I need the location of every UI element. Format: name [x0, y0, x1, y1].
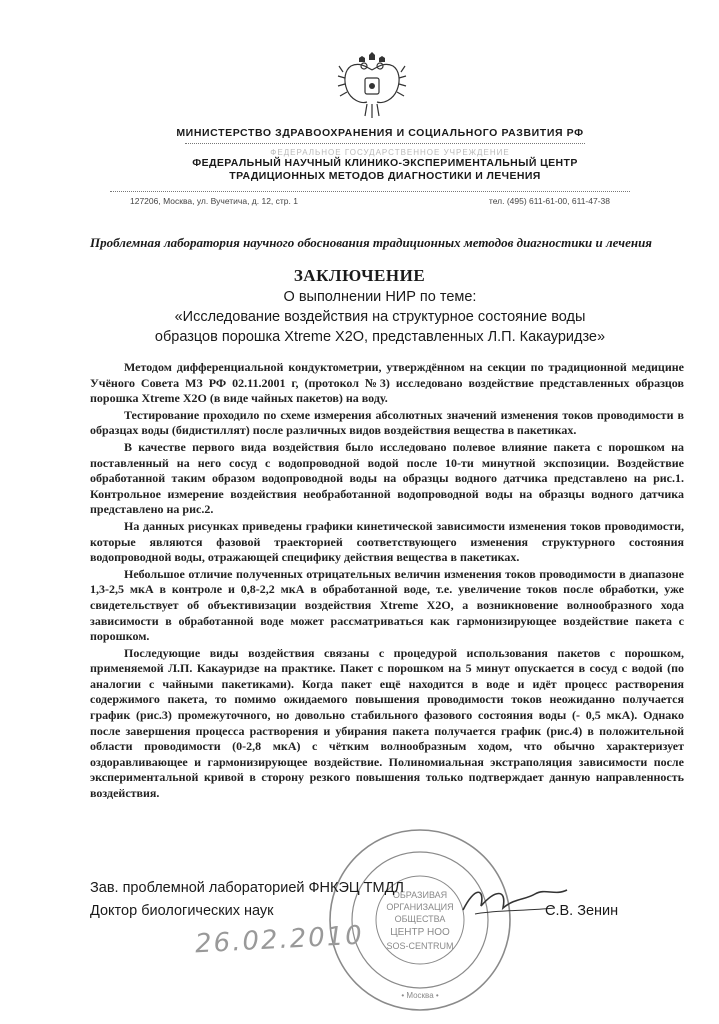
- postal-address: 127206, Москва, ул. Вучетича, д. 12, стр. 1: [130, 196, 298, 206]
- center-name-line2: ТРАДИЦИОННЫХ МЕТОДОВ ДИАГНОСТИКИ И ЛЕЧЕНИЯ: [229, 170, 541, 182]
- subtitle-line1: О выполнении НИР по теме:: [283, 289, 477, 305]
- document-subtitle: [100, 287, 660, 347]
- stamp-text-1: ОБРАЗИВАЯ: [392, 890, 448, 900]
- phone-numbers: тел. (495) 611-61-00, 611-47-38: [488, 196, 610, 206]
- center-name: [150, 157, 620, 183]
- handwritten-date: 26.02.2010: [194, 920, 365, 960]
- paragraph: Небольшое отличие полученных отрицательных величин изменения токов проводимости в диапазоне 1,3-2,5 мкА в контроле и 0,8-2,2 мкА в обработанной воде, т.е. увеличение токов после обработки, уже свидетельствует об объективизации воздействия Xtreme X2O, а возникновение волнообразного хода зависимости в обработанной воде может рассматриваться как гармонизирующее воздействие пакета с порошком.: [90, 566, 684, 644]
- paragraph: В качестве первого вида воздействия было исследовано полевое влияние пакета с порошком на поставленный на него сосуд с водопроводной водой после 10-ти минутной экспозиции. Воздействие обработанной таким образом водопроводной воды на образцы водного датчика представлено на рис.1. Контрольное измерение воздействия необработанной водопроводной воды на образцы водного датчика представлено на рис.2.: [90, 439, 684, 517]
- signatory-name: С.В. Зенин: [545, 903, 619, 919]
- stamp-text-5: SOS-CENTRUM: [386, 941, 454, 951]
- stamp-text-2: ОРГАНИЗАЦИЯ: [386, 902, 454, 912]
- center-name-line1: ФЕДЕРАЛЬНЫЙ НАУЧНЫЙ КЛИНИКО-ЭКСПЕРИМЕНТАЛЬНЫЙ ЦЕНТР: [192, 157, 578, 169]
- signatory-degree: Доктор биологических наук: [90, 903, 274, 919]
- address-line: [110, 196, 630, 206]
- document-title: ЗАКЛЮЧЕНИЕ: [293, 266, 426, 285]
- header-divider: [185, 143, 585, 144]
- stamp-city: • Москва •: [401, 991, 439, 1000]
- stamp-text-3: ОБЩЕСТВА: [394, 914, 446, 924]
- subtitle-line3: образцов порошка Xtreme X2O, представленных Л.П. Какауридзе»: [154, 329, 606, 345]
- russian-coat-of-arms-emblem: [337, 52, 407, 124]
- paragraph: Тестирование проходило по схеме измерения абсолютных значений изменения токов проводимости в образцах воды (бидистиллят) после различных видов воздействия вещества в пакетиках.: [90, 407, 684, 438]
- document-body: [90, 360, 684, 803]
- paragraph: Последующие виды воздействия связаны с процедурой использования пакетов с порошком, применяемой Л.П. Какауридзе на практике. Пакет с порошком на 5 минут опускается в сосуд с водой (по аналогии с чайными пакетиками). Когда пакет ещё находится в воде и идёт процесс растворения содержимого пакета, то помимо ожидаемого повышения проводимости токов неожиданно получается график (рис.3) промежуточного, но довольно стабильного фазового состояния воды (- 0,5 мкА). Однако после завершения процесса растворения и убирания пакета получается график (рис.4) в положительной области проводимости (0-2,8 мкА) с чётким волнообразным ходом, что обычно характеризует оздоравливающее и гармонизирующее воздействие. Полиномиальная экстраполяция зависимости после экспериментальной кривой в сторону резкого повышения только подтверждает данную направленность воздействия.: [90, 645, 684, 801]
- institution-type: ФЕДЕРАЛЬНОЕ ГОСУДАРСТВЕННОЕ УЧРЕЖДЕНИЕ: [270, 148, 510, 157]
- subtitle-line2: «Исследование воздействия на структурное состояние воды: [174, 309, 586, 325]
- signatory-position: Зав. проблемной лабораторией ФНКЭЦ ТМДЛ: [90, 880, 404, 896]
- laboratory-name: Проблемная лаборатория научного обоснования традиционных методов диагностики и лечения: [90, 235, 652, 250]
- paragraph: Методом дифференциальной кондуктометрии, утверждённом на секции по традиционной медицине Учёного Совета МЗ РФ 02.11.2001 г, (протокол №3) исследовано воздействие представленных образцов порошка Xtreme X2O (в виде чайных пакетов) на воду.: [90, 360, 684, 406]
- paragraph: На данных рисунках приведены графики кинетической зависимости изменения токов проводимости, которые являются фазовой траекторией соответствующего изменения структурного состояния водопроводной воды, отражающей специфику действия вещества в пакетиках.: [90, 518, 684, 565]
- stamp-text-4: ЦЕНТР НОО: [390, 927, 450, 938]
- ministry-name: МИНИСТЕРСТВО ЗДРАВООХРАНЕНИЯ И СОЦИАЛЬНОГО РАЗВИТИЯ РФ: [176, 127, 584, 139]
- organization-stamp: [320, 820, 520, 1020]
- address-divider: [110, 191, 630, 192]
